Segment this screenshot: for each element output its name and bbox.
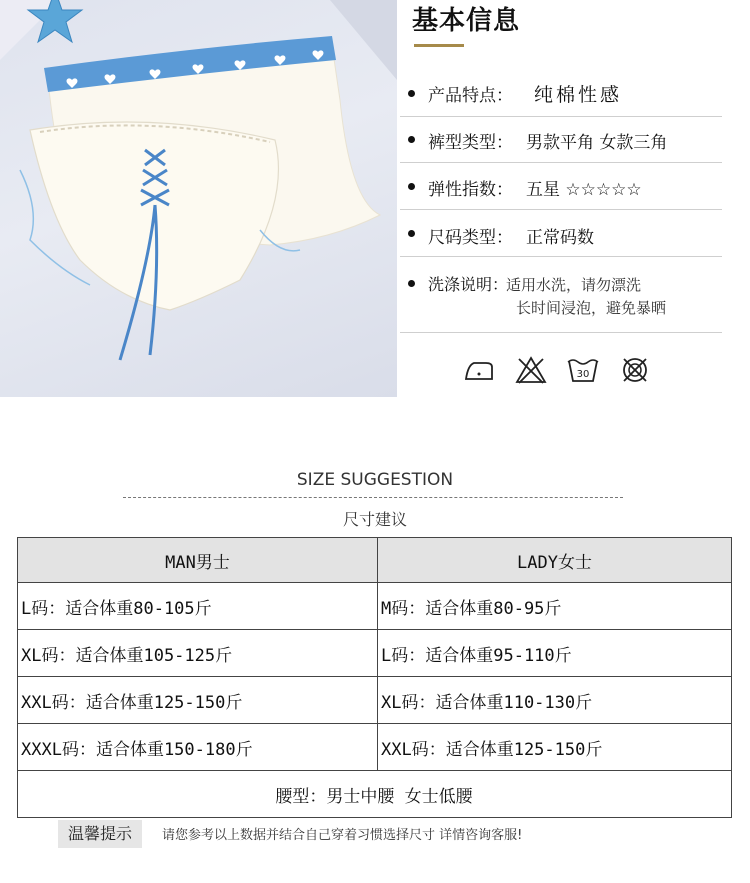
table-row	[18, 724, 732, 771]
no-tumble-dry-icon	[618, 355, 652, 385]
info-label: 产品特点：	[428, 86, 513, 106]
man-size-cell: L码：适合体重80-105斤	[18, 583, 378, 630]
info-row-washing	[400, 256, 722, 333]
care-icons	[462, 355, 662, 385]
tip-text: 请您参考以上数据并结合自己穿着习惯选择尺寸 详情咨询客服!	[162, 828, 523, 843]
info-label: 尺码类型：	[428, 228, 513, 248]
info-value: 适用水洗，请勿漂洗	[506, 276, 642, 294]
no-bleach-icon	[514, 355, 548, 385]
lady-size-cell: XXL码：适合体重125-150斤	[378, 724, 732, 771]
tip-label: 温馨提示	[58, 820, 142, 848]
bullet-icon	[408, 90, 415, 97]
size-table	[17, 537, 732, 818]
size-title-cn: 尺寸建议	[342, 510, 407, 529]
table-row	[18, 583, 732, 630]
info-label: 裤型类型：	[428, 133, 513, 153]
info-row-style	[400, 116, 722, 163]
man-size-cell: XXXL码：适合体重150-180斤	[18, 724, 378, 771]
wash-30-icon	[566, 355, 600, 385]
product-photo	[0, 0, 397, 397]
iron-icon	[462, 355, 496, 385]
table-row	[18, 677, 732, 724]
wash-temp-label: 30	[576, 369, 590, 380]
lady-size-cell: M码：适合体重80-95斤	[378, 583, 732, 630]
info-value: 纯棉性感	[534, 84, 623, 106]
title-underline	[414, 44, 464, 47]
header-lady: LADY女士	[378, 538, 732, 583]
bullet-icon	[408, 136, 415, 143]
dashed-divider	[123, 497, 623, 498]
info-value: 正常码数	[526, 228, 594, 248]
info-row-feature	[400, 70, 722, 117]
info-label: 弹性指数：	[428, 180, 513, 200]
underwear-illustration	[0, 0, 397, 397]
info-value-line2: 长时间浸泡，避免暴晒	[516, 299, 667, 317]
table-row	[18, 630, 732, 677]
info-title: 基本信息	[412, 6, 521, 36]
lady-size-cell: XL码：适合体重110-130斤	[378, 677, 732, 724]
lady-size-cell: L码：适合体重95-110斤	[378, 630, 732, 677]
bullet-icon	[408, 280, 415, 287]
info-label: 洗涤说明：	[428, 275, 509, 294]
man-size-cell: XL码：适合体重105-125斤	[18, 630, 378, 677]
size-title-en: SIZE SUGGESTION	[296, 470, 454, 490]
bullet-icon	[408, 183, 415, 190]
info-row-size-type	[400, 209, 722, 257]
info-value: 五星 ☆☆☆☆☆	[526, 180, 642, 200]
man-size-cell: XXL码：适合体重125-150斤	[18, 677, 378, 724]
waist-row	[18, 771, 732, 818]
bullet-icon	[408, 230, 415, 237]
info-value: 男款平角 女款三角	[526, 133, 668, 153]
header-man: MAN男士	[18, 538, 378, 583]
info-row-elasticity	[400, 162, 722, 210]
waist-cell: 腰型：男士中腰 女士低腰	[18, 771, 732, 818]
size-table-header	[18, 538, 732, 583]
